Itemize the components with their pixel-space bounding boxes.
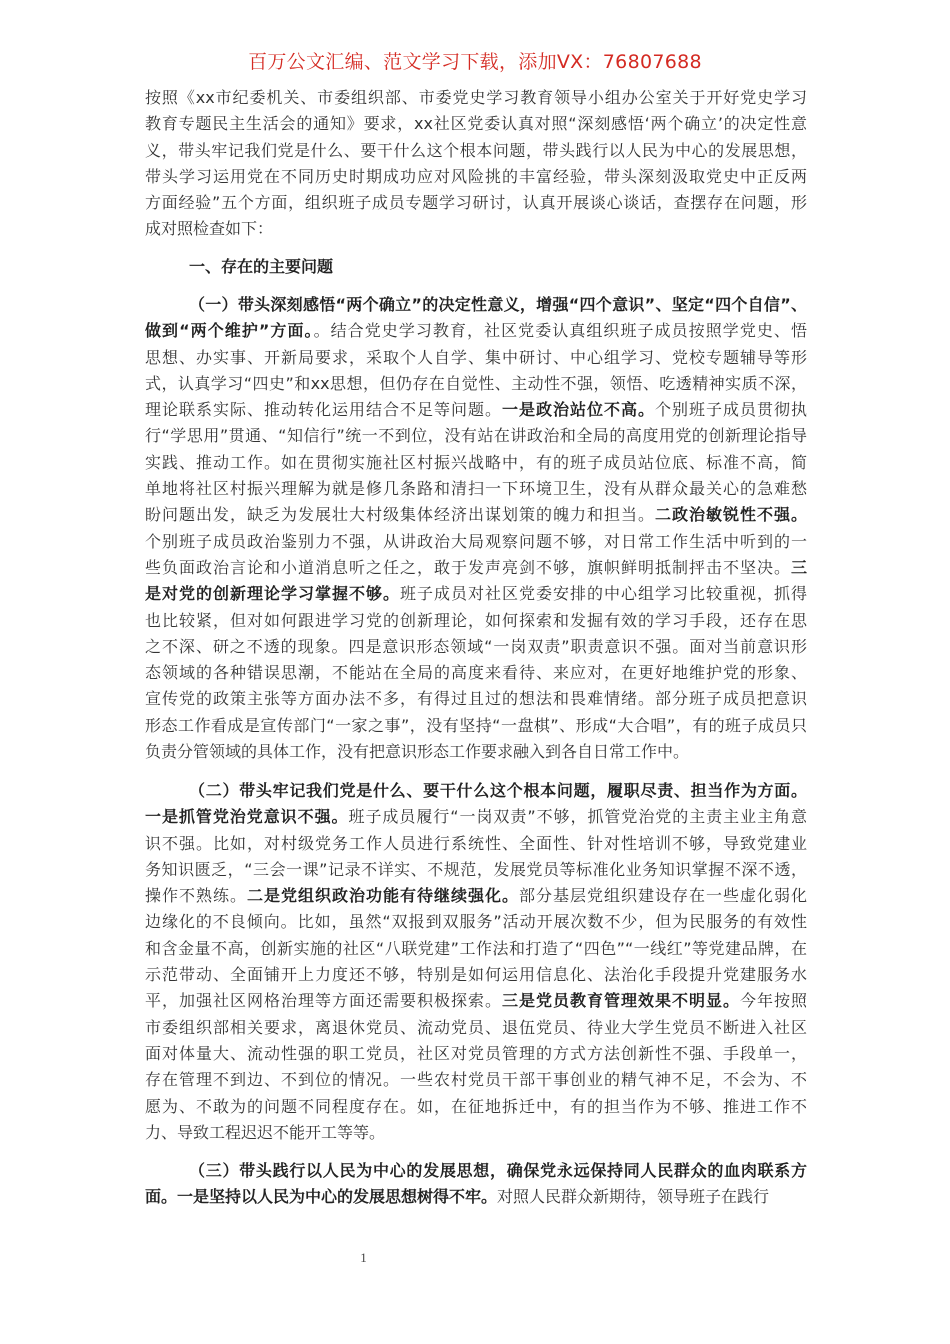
text-line xyxy=(145,883,807,909)
body-text: 负责分管领域的具体工作，没有把意识形态工作要求融入到各自日常工作中。 xyxy=(145,742,690,762)
body-text: 单地将社区村振兴理解为就是修几条路和清扫一下环境卫生，没有从群众最关心的急难愁 xyxy=(145,479,807,499)
text-line xyxy=(145,371,807,397)
bold-text: （三）带头践行以人民为中心的发展思想，确保党永远保持同人民群众的血肉联系方 xyxy=(189,1161,807,1180)
text-line xyxy=(145,138,807,164)
bold-text: 三 xyxy=(790,557,807,577)
text-line xyxy=(145,397,807,423)
body-text: 理论联系实际、推动转化运用结合不足等问题。 xyxy=(145,400,502,420)
body-text: 存在管理不到边、不到位的情况。一些农村党员干部干事创业的精气神不足，不会为、不 xyxy=(145,1070,807,1090)
body-text: 形态工作看成是宣传部门“一家之事”，没有坚持“一盘棋”、形成“大合唱”，有的班子成员只 xyxy=(145,715,807,735)
body-text: 按照《xx市纪委机关、市委组织部、市委党史学习教育领导小组办公室关于开好党史学习 xyxy=(145,88,807,107)
bold-text: 面。一是坚持以人民为中心的发展思想树得不牢。 xyxy=(145,1187,498,1207)
body-text: 今年按照 xyxy=(739,991,807,1011)
body-text: 宣传党的政策主张等方面办法不多，有得过且过的想法和畏难情绪。部分班子成员把意识 xyxy=(145,689,807,709)
text-line xyxy=(145,962,807,988)
text-line xyxy=(145,254,807,280)
text-line xyxy=(145,292,807,318)
body-text: 和含金量不高，创新实施的社区“八联党建”工作法和打造了“四色”“一线红”等党建品牌，在 xyxy=(145,938,807,958)
body-text: 带头学习运用党在不同历史时期成功应对风险挑的丰富经验，带头深刻汲取党史中正反两 xyxy=(145,166,807,186)
text-line xyxy=(145,804,807,830)
body-text: 市委组织部相关要求，离退休党员、流动党员、退伍党员、待业大学生党员不断进入社区 xyxy=(145,1017,807,1037)
text-line xyxy=(145,739,807,765)
bold-text: 做到“两个维护”方面。 xyxy=(145,321,314,341)
body-text: 个别班子成员政治鉴别力不强，从讲政治大局观察问题不够，对日常工作生活中听到的一 xyxy=(145,531,807,551)
body-text: 式，认真学习“四史”和xx思想，但仍存在自觉性、主动性不强，领悟、吃透精神实质不深， xyxy=(145,373,807,393)
body-text: 示范带动、全面铺开上力度还不够，特别是如何运用信息化、法治化手段提升党建服务水 xyxy=(145,965,807,985)
body-text: 教育专题民主生活会的通知》要求，xx社区党委认真对照“深刻感悟‘两个确立’的决定性意 xyxy=(145,114,807,134)
body-text: 班子成员履行“一岗双责”不够，抓管党治党的主责主业主角意 xyxy=(348,807,807,827)
section-2-paragraph xyxy=(145,778,807,1146)
bold-text: （一）带头深刻感悟“两个确立”的决定性意义，增强“四个意识”、坚定“四个自信”、 xyxy=(189,295,807,314)
text-line xyxy=(145,164,807,190)
body-text: 。结合党史学习教育，社区党委认真组织班子成员按照学党史、悟 xyxy=(313,321,807,341)
page-number: 1 xyxy=(360,1250,367,1265)
bold-text: 三是党员教育管理效果不明显。 xyxy=(501,991,740,1011)
body-text: 平，加强社区网格治理等方面还需要积极探索。 xyxy=(145,991,502,1011)
watermark-banner: 百万公文汇编、范文学习下载，添加VX：76807688 xyxy=(248,51,702,73)
body-text: 也比较紧，但对如何跟进学习党的创新理论，如何探索和发掘有效的学习手段，还存在思 xyxy=(145,610,807,630)
text-line xyxy=(145,857,807,883)
text-line xyxy=(145,988,807,1014)
text-line xyxy=(145,216,807,242)
text-line xyxy=(145,713,807,739)
bold-text: 一、存在的主要问题 xyxy=(189,257,334,276)
text-line xyxy=(145,581,807,607)
text-line xyxy=(145,1184,807,1210)
body-text: 成对照检查如下： xyxy=(145,219,274,239)
text-line xyxy=(145,423,807,449)
text-line xyxy=(145,778,807,804)
text-line xyxy=(145,1120,807,1146)
text-line xyxy=(145,831,807,857)
text-line xyxy=(145,1041,807,1067)
text-line xyxy=(145,502,807,528)
text-line xyxy=(145,345,807,371)
body-text: 班子成员对社区党委安排的中心组学习比较重视，抓得 xyxy=(400,584,807,604)
text-line xyxy=(145,111,807,137)
body-text: 义，带头牢记我们党是什么、要干什么这个根本问题，带头践行以人民为中心的发展思想， xyxy=(145,140,807,160)
bold-text: 一是抓管党治党意识不强。 xyxy=(145,807,349,827)
bold-text: 一是政治站位不高。 xyxy=(501,400,655,420)
body-text: 个别班子成员贯彻执 xyxy=(654,400,807,420)
text-line xyxy=(145,450,807,476)
text-line xyxy=(145,1067,807,1093)
text-line xyxy=(145,318,807,344)
text-line xyxy=(145,529,807,555)
text-line xyxy=(145,476,807,502)
body-text: 对照人民群众新期待，领导班子在践行 xyxy=(497,1187,770,1207)
body-text: 盼问题出发，缺乏为发展壮大村级集体经济出谋划策的魄力和担当。 xyxy=(145,505,655,525)
body-text: 行“学思用”贯通、“知信行”统一不到位，没有站在讲政治和全局的高度用党的创新理论指导 xyxy=(145,426,807,446)
body-text: 力、导致工程迟迟不能开工等等。 xyxy=(145,1122,386,1142)
body-text: 操作不熟练。 xyxy=(145,886,247,906)
text-line xyxy=(145,660,807,686)
body-text: 之不深、研之不透的现象。四是意识形态领域“一岗双责”职责意识不强。面对当前意识形 xyxy=(145,636,807,656)
body-text: 边缘化的不良倾向。比如，虽然“双报到双服务”活动开展次数不少，但为民服务的有效性 xyxy=(145,912,807,932)
body-text: 面对体量大、流动性强的职工党员，社区对党员管理的方式方法创新性不强、手段单一， xyxy=(145,1043,807,1063)
intro-paragraph xyxy=(145,85,807,243)
text-line xyxy=(145,936,807,962)
body-text: 识不强。比如，对村级党务工作人员进行系统性、全面性、针对性培训不够，导致党建业 xyxy=(145,833,807,853)
text-line xyxy=(145,634,807,660)
section-heading xyxy=(145,254,807,280)
text-line xyxy=(145,608,807,634)
body-text: 部分基层党组织建设存在一些虚化弱化 xyxy=(518,886,807,906)
section-1-paragraph xyxy=(145,292,807,765)
body-text: 务知识匮乏，“三会一课”记录不详实、不规范，发展党员等标准化业务知识掌握不深不透， xyxy=(145,859,807,879)
text-line xyxy=(145,555,807,581)
body-text: 实践、推动工作。如在贯彻实施社区村振兴战略中，有的班子成员站位底、标准不高，简 xyxy=(145,452,807,472)
body-text: 愿为、不敢为的问题不同程度存在。如，在征地拆迁中，有的担当作为不够、推进工作不 xyxy=(145,1096,807,1116)
bold-text: 二是党组织政治功能有待继续强化。 xyxy=(247,886,519,906)
body-text: 些负面政治言论和小道消息听之任之，敢于发声亮剑不够，旗帜鲜明抵制抨击不坚决。 xyxy=(145,557,791,577)
bold-text: 二政治敏锐性不强。 xyxy=(654,505,807,525)
text-line xyxy=(145,190,807,216)
text-line xyxy=(145,909,807,935)
text-line xyxy=(145,85,807,111)
text-line xyxy=(145,686,807,712)
text-line xyxy=(145,1094,807,1120)
body-text: 态领域的各种错误思潮，不能站在全局的高度来看待、来应对，在更好地维护党的形象、 xyxy=(145,663,807,683)
body-text: 方面经验”五个方面，组织班子成员专题学习研讨，认真开展谈心谈话，查摆存在问题，形 xyxy=(145,193,807,213)
text-line xyxy=(145,1158,807,1184)
text-line xyxy=(145,1015,807,1041)
bold-text: （二）带头牢记我们党是什么、要干什么这个根本问题，履职尽责、担当作为方面。 xyxy=(189,781,807,800)
bold-text: 是对党的创新理论学习掌握不够。 xyxy=(145,584,400,604)
body-text: 思想、办实事、开新局要求，采取个人自学、集中研讨、中心组学习、党校专题辅导等形 xyxy=(145,347,807,367)
section-3-paragraph xyxy=(145,1158,807,1211)
